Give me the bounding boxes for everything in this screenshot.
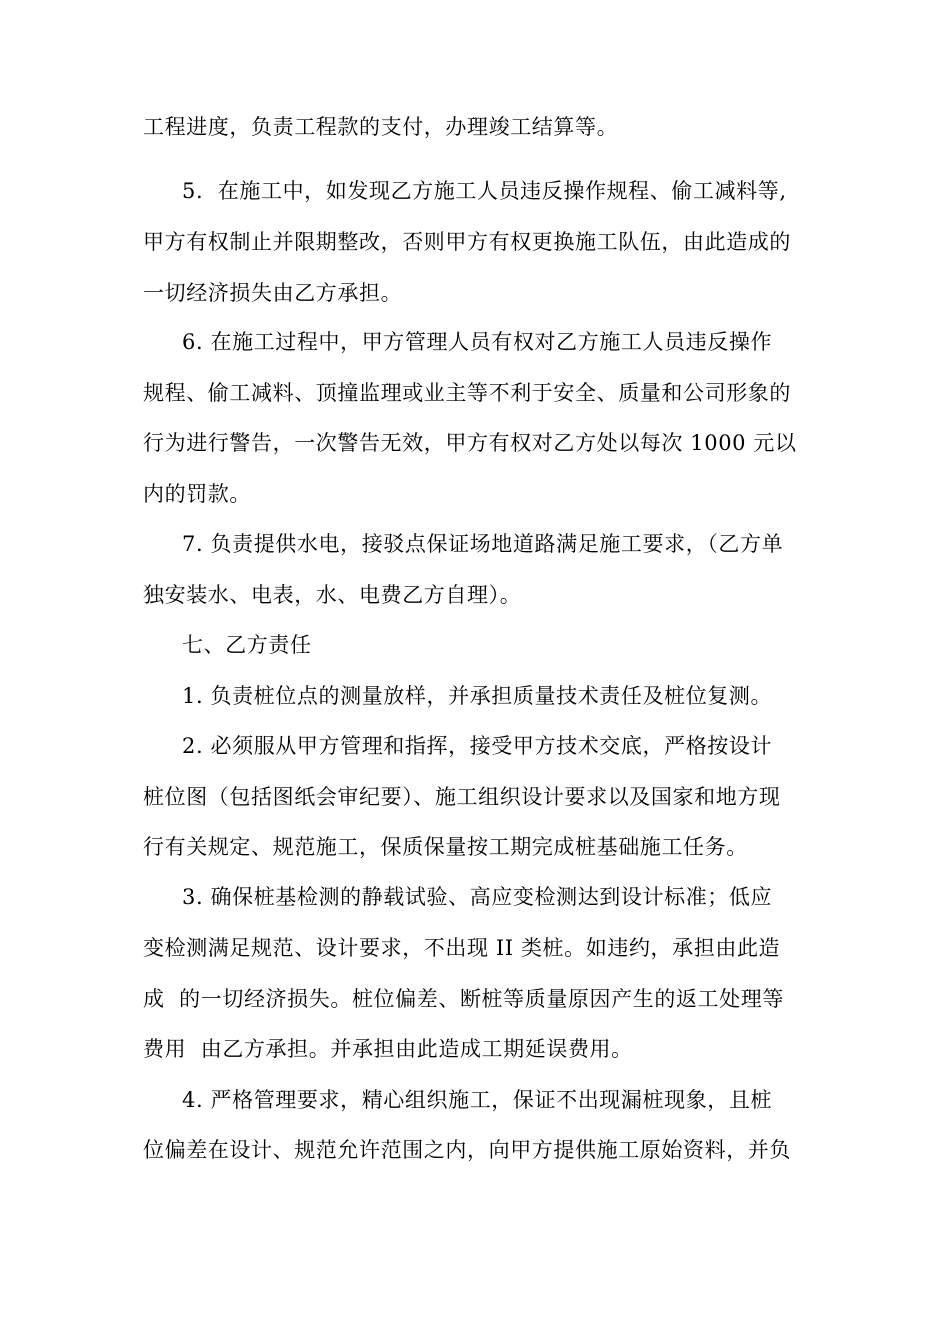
line-text: 桩位图（包括图纸会审纪要）、施工组织设计要求以及国家和地方现	[143, 785, 781, 809]
line-text: 规程、偷工减料、顶撞监理或业主等不利于安全、质量和公司形象的	[143, 381, 791, 405]
line-text: 独安装水、电表，水、电费乙方自理）。	[143, 583, 522, 607]
line-text: 1. 负责桩位点的测量放样，并承担质量技术责任及桩位复测。	[182, 684, 773, 708]
line-text: 位偏差在设计、规范允许范围之内，向甲方提供施工原始资料，并负	[143, 1138, 791, 1162]
line-text: 6. 在施工过程中，甲方管理人员有权对乙方施工人员违反操作	[182, 330, 773, 354]
line-text: 4. 严格管理要求，精心组织施工，保证不出现漏桩现象，且桩	[182, 1088, 773, 1112]
line-text: 3. 确保桩基检测的静载试验、高应变检测达到设计标准；低应	[182, 885, 773, 909]
line-text: 行有关规定、规范施工，保质保量按工期完成桩基础施工任务。	[143, 835, 748, 859]
line-text: 费用 由乙方承担。并承担由此造成工期延误费用。	[143, 1037, 633, 1061]
section-heading-text: 七、乙方责任	[182, 633, 312, 657]
line-text: 一切经济损失由乙方承担。	[143, 281, 403, 305]
line-text: 5. 在施工中，如发现乙方施工人员违反操作规程、偷工减料等,	[182, 179, 787, 203]
line-text: 甲方有权制止并限期整改，否则甲方有权更换施工队伍，由此造成的	[143, 230, 791, 254]
line-text: 内的罚款。	[143, 482, 251, 506]
line-text: 行为进行警告，一次警告无效，甲方有权对乙方处以每次 1000 元以	[143, 431, 797, 455]
line-text: 工程进度，负责工程款的支付，办理竣工结算等。	[143, 115, 619, 139]
line-text: 7. 负责提供水电，接驳点保证场地道路满足施工要求，（乙方单	[182, 532, 784, 556]
line-text: 变检测满足规范、设计要求，不出现 II 类桩。如违约，承担由此造	[143, 936, 781, 960]
line-text: 2. 必须服从甲方管理和指挥，接受甲方技术交底，严格按设计	[182, 734, 773, 758]
line-text: 成 的一切经济损失。桩位偏差、断桩等质量原因产生的返工处理等	[143, 987, 784, 1011]
